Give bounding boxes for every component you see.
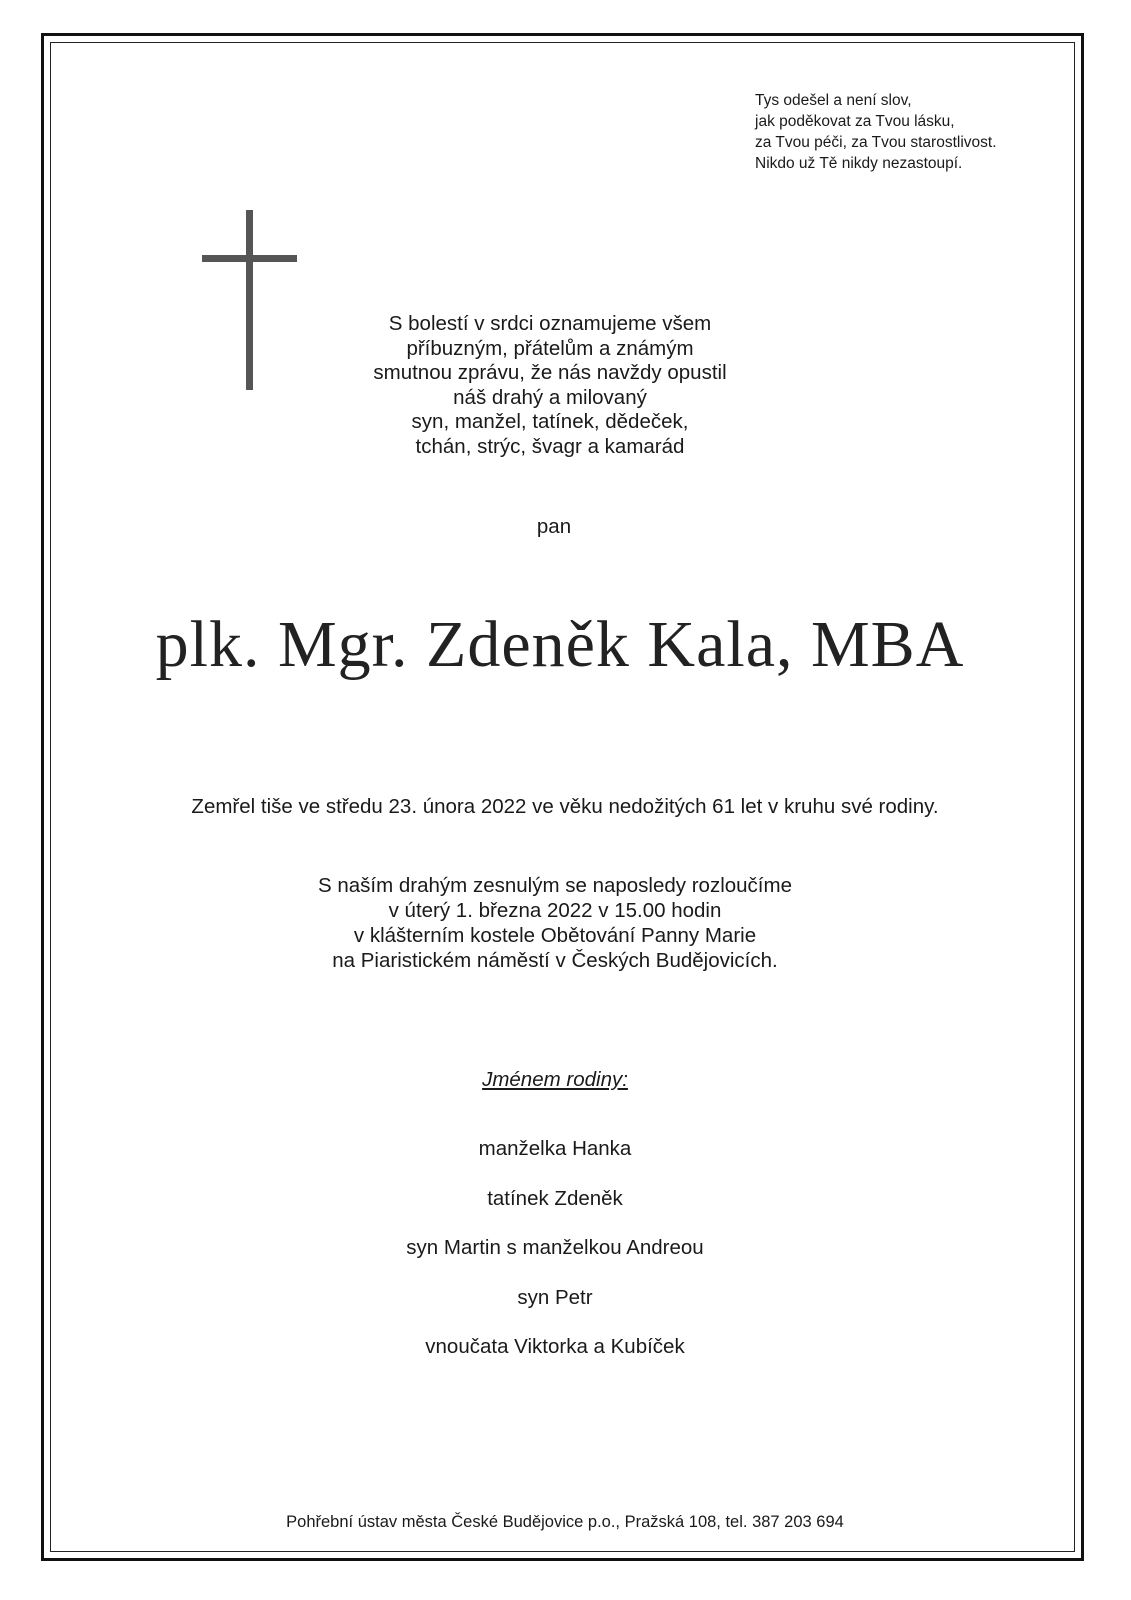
- family-member: vnoučata Viktorka a Kubíček: [425, 1335, 685, 1358]
- deceased-name: plk. Mgr. Zdeněk Kala, MBA: [155, 608, 965, 681]
- salutation: pan: [536, 515, 572, 538]
- announcement-text: S bolestí v srdci oznamujeme všem příbuzným, přátelům a známým smutnou zprávu, že nás navždy opustil náš drahý a milovaný syn, manžel, tatínek, dědeček, tchán, strýc, švagr a kamarád: [373, 312, 727, 458]
- family-member: manželka Hanka: [478, 1137, 632, 1160]
- funeral-details: S naším drahým zesnulým se naposledy rozloučíme v úterý 1. března 2022 v 15.00 hodin v klášterním kostele Obětování Panny Marie na Piaristickém náměstí v Českých Budějovicích.: [318, 874, 792, 972]
- family-member: syn Petr: [517, 1285, 593, 1309]
- cross-horizontal-bar: [202, 255, 297, 262]
- family-list: [290, 1137, 820, 1385]
- family-heading: Jménem rodiny:: [482, 1068, 628, 1091]
- cross-icon: [202, 210, 297, 390]
- funeral-home-footer: Pohřební ústav města České Budějovice p.o., Pražská 108, tel. 387 203 694: [286, 1513, 844, 1531]
- family-member: syn Martin s manželkou Andreou: [406, 1236, 704, 1259]
- poem: Tys odešel a není slov, jak poděkovat za Tvou lásku, za Tvou péči, za Tvou starostlivost. Nikdo už Tě nikdy nezastoupí.: [755, 92, 997, 172]
- death-notice: Zemřel tiše ve středu 23. února 2022 ve věku nedožitých 61 let v kruhu své rodiny.: [191, 795, 939, 818]
- cross-vertical-bar: [246, 210, 253, 390]
- family-member: tatínek Zdeněk: [487, 1186, 623, 1210]
